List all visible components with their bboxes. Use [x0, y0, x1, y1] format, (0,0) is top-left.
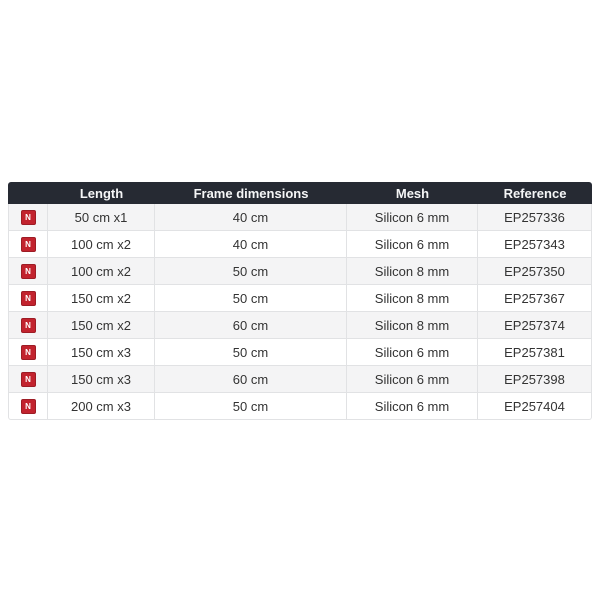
new-badge-icon: N — [21, 318, 36, 333]
table-row — [8, 312, 592, 339]
cell-reference: EP257398 — [478, 366, 592, 393]
cell-frame-dimensions: 50 cm — [155, 393, 347, 420]
new-badge-icon: N — [21, 237, 36, 252]
new-badge-icon: N — [21, 264, 36, 279]
cell-frame-dimensions: 60 cm — [155, 366, 347, 393]
cell-length: 150 cm x3 — [48, 366, 155, 393]
cell-reference: EP257336 — [478, 204, 592, 231]
cell-length: 150 cm x2 — [48, 285, 155, 312]
cell-frame-dimensions: 50 cm — [155, 285, 347, 312]
header-length: Length — [48, 182, 155, 204]
cell-reference: EP257350 — [478, 258, 592, 285]
table-row — [8, 339, 592, 366]
new-badge-icon: N — [21, 372, 36, 387]
cell-length: 200 cm x3 — [48, 393, 155, 420]
header-mesh: Mesh — [347, 182, 478, 204]
header-reference: Reference — [478, 182, 592, 204]
table-row — [8, 204, 592, 231]
table-row — [8, 366, 592, 393]
cell-badge — [8, 312, 48, 339]
cell-badge — [8, 366, 48, 393]
cell-badge — [8, 339, 48, 366]
cell-frame-dimensions: 50 cm — [155, 339, 347, 366]
cell-frame-dimensions: 60 cm — [155, 312, 347, 339]
cell-reference: EP257404 — [478, 393, 592, 420]
table-header-row — [8, 182, 592, 204]
product-table — [8, 182, 592, 420]
cell-length: 150 cm x2 — [48, 312, 155, 339]
new-badge-icon: N — [21, 291, 36, 306]
product-table-container — [8, 182, 592, 420]
cell-frame-dimensions: 40 cm — [155, 231, 347, 258]
cell-length: 150 cm x3 — [48, 339, 155, 366]
header-frame-dimensions: Frame dimensions — [155, 182, 347, 204]
cell-reference: EP257374 — [478, 312, 592, 339]
cell-reference: EP257343 — [478, 231, 592, 258]
cell-reference: EP257381 — [478, 339, 592, 366]
table-row — [8, 231, 592, 258]
cell-mesh: Silicon 8 mm — [347, 312, 478, 339]
cell-mesh: Silicon 6 mm — [347, 366, 478, 393]
cell-frame-dimensions: 40 cm — [155, 204, 347, 231]
cell-reference: EP257367 — [478, 285, 592, 312]
cell-badge — [8, 258, 48, 285]
header-badge-column — [8, 182, 48, 204]
cell-mesh: Silicon 6 mm — [347, 339, 478, 366]
cell-badge — [8, 285, 48, 312]
cell-length: 50 cm x1 — [48, 204, 155, 231]
cell-badge — [8, 231, 48, 258]
cell-frame-dimensions: 50 cm — [155, 258, 347, 285]
cell-mesh: Silicon 6 mm — [347, 231, 478, 258]
cell-mesh: Silicon 6 mm — [347, 204, 478, 231]
new-badge-icon: N — [21, 345, 36, 360]
cell-mesh: Silicon 6 mm — [347, 393, 478, 420]
table-row — [8, 285, 592, 312]
cell-badge — [8, 393, 48, 420]
new-badge-icon: N — [21, 399, 36, 414]
cell-length: 100 cm x2 — [48, 258, 155, 285]
cell-badge — [8, 204, 48, 231]
cell-length: 100 cm x2 — [48, 231, 155, 258]
cell-mesh: Silicon 8 mm — [347, 285, 478, 312]
table-row — [8, 393, 592, 420]
table-row — [8, 258, 592, 285]
cell-mesh: Silicon 8 mm — [347, 258, 478, 285]
new-badge-icon: N — [21, 210, 36, 225]
